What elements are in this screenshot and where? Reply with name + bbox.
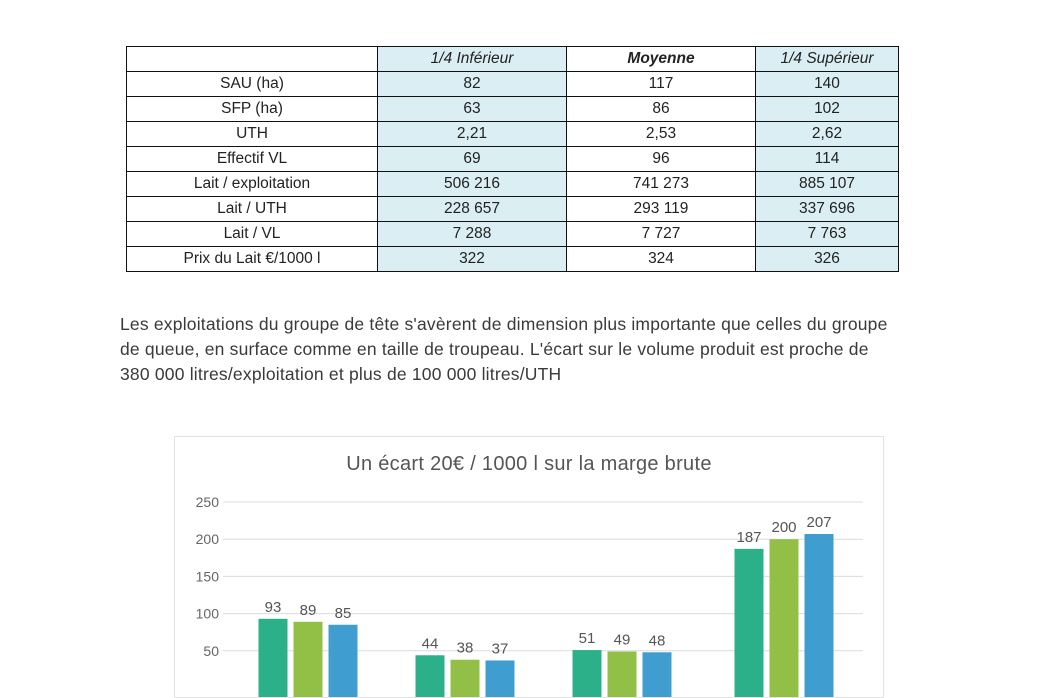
table-row — [127, 247, 899, 272]
cell-inferieur: 2,21 — [378, 122, 567, 147]
bar-value-label: 49 — [613, 631, 631, 649]
cell-moyenne: 117 — [567, 72, 756, 97]
bar — [259, 619, 288, 697]
y-tick-label: 250 — [195, 494, 219, 510]
cell-moyenne: 86 — [567, 97, 756, 122]
bar — [329, 625, 358, 697]
cell-inferieur: 82 — [378, 72, 567, 97]
cell-moyenne: 293 119 — [567, 197, 756, 222]
table-header-moyenne: Moyenne — [567, 47, 756, 72]
bar — [805, 534, 834, 697]
cell-superieur: 326 — [756, 247, 899, 272]
table-row — [127, 197, 899, 222]
bar-value-label: 187 — [736, 528, 762, 546]
row-label: Lait / exploitation — [127, 172, 378, 197]
bar — [770, 539, 799, 697]
row-label: Prix du Lait €/1000 l — [127, 247, 378, 272]
cell-superieur: 102 — [756, 97, 899, 122]
bar — [486, 660, 515, 697]
bar-value-label: 207 — [806, 513, 832, 531]
bar-value-label: 38 — [456, 639, 474, 657]
bar — [451, 660, 480, 697]
bar-value-label: 51 — [578, 630, 596, 648]
table-row — [127, 172, 899, 197]
cell-inferieur: 69 — [378, 147, 567, 172]
row-label: Effectif VL — [127, 147, 378, 172]
table-row — [127, 122, 899, 147]
cell-superieur: 140 — [756, 72, 899, 97]
table-row — [127, 97, 899, 122]
cell-moyenne: 96 — [567, 147, 756, 172]
bar — [416, 655, 445, 697]
table-header-inferieur: 1/4 Inférieur — [378, 47, 567, 72]
bar-value-label: 89 — [299, 601, 317, 619]
table-header-cell — [127, 47, 378, 72]
cell-inferieur: 63 — [378, 97, 567, 122]
analysis-paragraph: Les exploitations du groupe de tête s'avèrent de dimension plus importante que celles du groupe de queue, en surface comme en taille de troupeau. L'écart sur le volume produit est proche de 380 000 litres/exploitation et plus de 100 000 litres/UTH — [120, 314, 888, 384]
bar-value-label: 44 — [421, 635, 439, 653]
cell-inferieur: 506 216 — [378, 172, 567, 197]
cell-moyenne: 324 — [567, 247, 756, 272]
chart-plot-area — [175, 437, 883, 697]
y-tick-label: 50 — [203, 642, 219, 659]
cell-superieur: 2,62 — [756, 122, 899, 147]
row-label: UTH — [127, 122, 378, 147]
cell-moyenne: 7 727 — [567, 222, 756, 247]
row-label: Lait / VL — [127, 222, 378, 247]
table-row — [127, 147, 899, 172]
y-tick-label: 100 — [195, 605, 219, 622]
bar-value-label: 37 — [491, 640, 509, 658]
bar — [573, 650, 602, 697]
cell-inferieur: 322 — [378, 247, 567, 272]
bar-value-label: 48 — [648, 632, 666, 650]
cell-moyenne: 2,53 — [567, 122, 756, 147]
table-row — [127, 222, 899, 247]
bar-value-label: 200 — [771, 519, 797, 537]
cropped-text-fragment — [120, 0, 320, 2]
table-header-row — [127, 47, 899, 72]
cell-inferieur: 228 657 — [378, 197, 567, 222]
y-tick-label: 200 — [195, 531, 219, 548]
bar — [608, 652, 637, 697]
cell-superieur: 337 696 — [756, 197, 899, 222]
row-label: Lait / UTH — [127, 197, 378, 222]
y-tick-label: 150 — [195, 568, 219, 585]
cell-superieur: 114 — [756, 147, 899, 172]
chart-title: Un écart 20€ / 1000 l sur la marge brute — [346, 453, 712, 475]
bar — [294, 622, 323, 697]
cell-inferieur: 7 288 — [378, 222, 567, 247]
cell-moyenne: 741 273 — [567, 172, 756, 197]
table-header-superieur: 1/4 Supérieur — [756, 47, 899, 72]
bar-value-label: 85 — [334, 604, 352, 622]
bar-value-label: 93 — [264, 598, 282, 616]
row-label: SFP (ha) — [127, 97, 378, 122]
cell-superieur: 7 763 — [756, 222, 899, 247]
comparison-table — [126, 46, 899, 272]
margin-chart — [174, 436, 884, 698]
table-row — [127, 72, 899, 97]
cell-superieur: 885 107 — [756, 172, 899, 197]
row-label: SAU (ha) — [127, 72, 378, 97]
